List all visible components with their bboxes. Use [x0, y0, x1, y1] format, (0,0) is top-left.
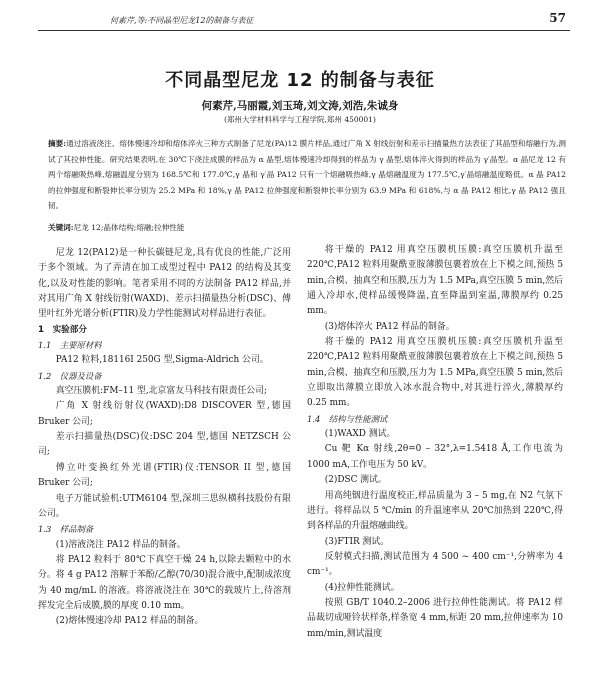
paragraph: 反射模式扫描,测试范围为 4 500 ~ 400 cm⁻¹,分辨率为 4 cm⁻¹。: [307, 551, 563, 578]
paragraph: 真空压膜机:FM–11 型,北京富友马科技有限责任公司;: [55, 386, 268, 397]
paragraph: (1)溶液浇注 PA12 样品的制备。: [55, 539, 186, 550]
running-header: [38, 10, 570, 31]
subsection-heading: 1.1 主要原材料: [38, 340, 102, 351]
paragraph: 广角 X 射线衍射仪(WAXD):D8 DISCOVER 型,德国 Bruker 公司;: [38, 401, 291, 427]
page-number: 57: [549, 11, 566, 25]
subsection-heading: 1.2 仪器及设备: [38, 370, 102, 381]
abstract-label: 摘要:: [48, 139, 67, 148]
paper-title: 不同晶型尼龙 12 的制备与表征: [165, 70, 435, 91]
affiliation: (郑州大学材料科学与工程学院,郑州 450001): [224, 115, 376, 124]
keywords-label: 关键词:: [48, 223, 74, 232]
right-column: [307, 243, 563, 642]
paragraph: PA12 粒料,18116I 250G 型,Sigma-Aldrich 公司。: [55, 355, 269, 366]
intro-paragraph: 尼龙 12(PA12)是一种长碳链尼龙,具有优良的性能,广泛用于多个领域。为了弄清在加工成型过程中 PA12 的结构及其变化,以及对性能的影响。笔者采用不同的方法制备 PA12 样品,并对其用广角 X 射线衍射(WAXD)、差示扫描量热分析(DSC)、傅里叶红外光谱分析(FTIR)及力学性能测试对样品进行表征。: [38, 248, 291, 320]
paragraph: (2)熔体慢速冷却 PA12 样品的制备。: [55, 616, 204, 627]
paragraph: 用高纯铟进行温度校正,样品质量为 3 – 5 mg,在 N2 气氛下进行。将样品以 5 ℃/min 的升温速率从 20℃加热到 220℃,得到各样品的升温熔融曲线。: [307, 490, 563, 532]
paragraph: (3)FTIR 测试。: [324, 536, 390, 547]
paragraph: 电子万能试验机:UTM6104 型,深圳三思纵横科技股份有限公司。: [38, 493, 291, 519]
keywords: [48, 222, 566, 233]
paragraph: 将干燥的 PA12 用真空压膜机压膜:真空压膜机升温至 220℃,PA12 粒料用聚酰亚胺薄膜包裹着放在上下模之间,预热 5 min,合模、抽真空和压膜,压力为 1.5 MPa,真空压膜 5 min,然后立即取出薄膜立即放入冰水混合物中,对其进行淬火,薄膜厚约 0.25 mm。: [307, 337, 563, 409]
paragraph: 将 PA12 粒料于 80℃下真空干燥 24 h,以除去颗粒中的水分。将 4 g PA12 溶解于苯酚/乙醇(70/30)混合液中,配制成浓度为 40 mg/mL 的溶液。将溶液浇注在 30℃的载玻片上,待溶剂挥发完全后成膜,膜的厚度 0.10 mm。: [38, 554, 291, 611]
abstract: [48, 136, 566, 214]
left-column: [38, 246, 291, 630]
author-list: 何素芹,马丽霞,刘玉琦,刘文涛,刘浩,朱诚身: [201, 100, 399, 112]
abstract-text: 通过溶液浇注、熔体慢速冷却和熔体淬火三种方式制备了尼龙(PA)12 膜片样品,通过广角 X 射线衍射和差示扫描量热方法表征了其晶型和熔融行为,测试了其拉伸性能。研究结果表明,在 30℃下浇注成膜的样品为 α 晶型,熔体慢速冷却得到的样品为 γ 晶型,熔体淬火得到的样品为 γ′晶型。α 晶尼龙 12 有两个熔融吸热峰,熔融温度分别为 168.5℃和 177.0℃,γ 晶和 γ′晶 PA12 只有一个熔融吸热峰,γ 晶熔融温度为 177.5℃,γ′晶熔融温度略低。α 晶 PA12 的拉伸强度和断裂伸长率分别为 25.2 MPa 和 18%,γ 晶 PA12 拉伸强度和断裂伸长率分别为 63.9 MPa 和 618%,与 α 晶 PA12 相比,γ 晶 PA12 强且韧。: [48, 139, 567, 211]
subsection-heading: 1.3 样品制备: [38, 524, 94, 535]
paragraph: 将干燥的 PA12 用真空压膜机压膜:真空压膜机升温至 220℃,PA12 粒料用聚酰亚胺薄膜包裹着放在上下模之间,预热 5 min,合模、抽真空和压膜,压力为 1.5 MPa,真空压膜 5 min,然后通入冷却水,使样品缓慢降温,直至降温到室温,薄膜厚约 0.25 mm。: [307, 245, 563, 317]
paragraph: 差示扫描量热(DSC)仪:DSC 204 型,德国 NETZSCH 公司;: [38, 432, 291, 458]
paragraph: 傅立叶变换红外光谱(FTIR)仪:TENSOR II 型,德国 Bruker 公司;: [38, 462, 291, 489]
subsection-heading: 1.4 结构与性能测试: [307, 413, 388, 424]
paragraph: 按照 GB/T 1040.2–2006 进行拉伸性能测试。将 PA12 样品裁切成哑铃状样条,样条宽 4 mm,标距 20 mm,拉伸速率为 10 mm/min,测试温度: [307, 597, 563, 639]
keywords-text: 尼龙 12;晶体结构;熔融;拉伸性能: [73, 223, 185, 232]
paragraph: (1)WAXD 测试。: [324, 429, 396, 440]
paragraph: (3)熔体淬火 PA12 样品的制备。: [324, 321, 455, 332]
paragraph: Cu 靶 Kα 射线,2θ=0 – 32°,λ=1.5418 Å,工作电流为 1000 mA,工作电压为 50 kV。: [307, 444, 563, 470]
section-heading: 1 实验部分: [38, 324, 87, 335]
paragraph: (2)DSC 测试。: [324, 475, 387, 486]
running-title: 何素芹,等:不同晶型尼龙12的制备与表征: [110, 16, 254, 25]
paragraph: (4)拉伸性能测试。: [324, 582, 400, 593]
